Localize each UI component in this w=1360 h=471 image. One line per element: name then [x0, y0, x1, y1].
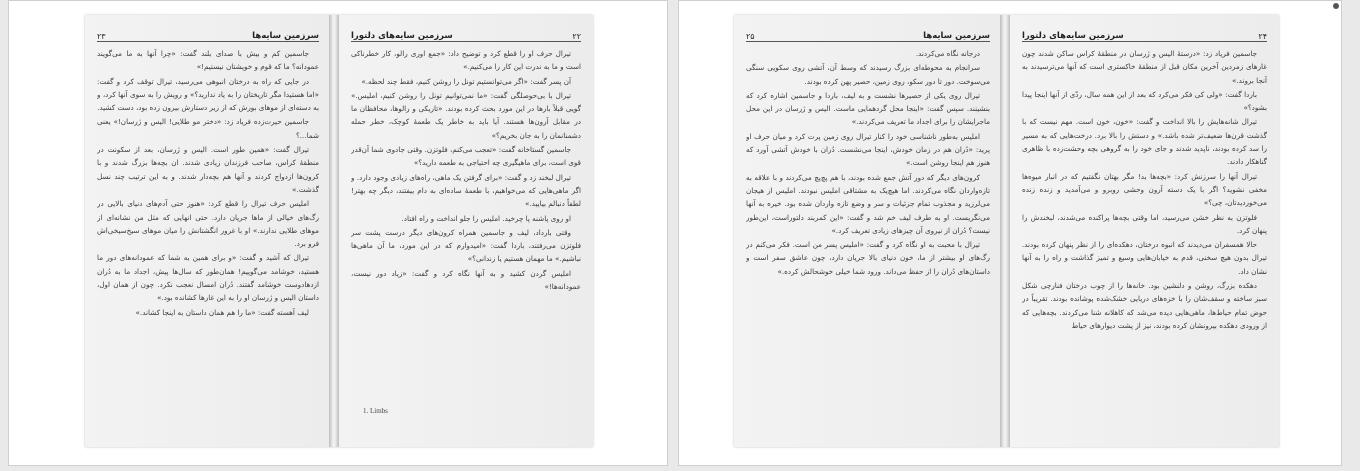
book-page-22 — [339, 15, 593, 447]
page-body-text — [351, 47, 581, 387]
book-spread-left — [85, 15, 593, 447]
paragraph: املیس به‌طور ناشناسی خود را کنار تیرال روی زمین پرت کرد و میان حرف او پرید: «دُران هم در زمان خودش، اینجا می‌نشست. دُران با خودش آتشی آورد که هنوز هم اینجا روشن است.» — [746, 131, 990, 168]
paragraph: جاسمین حیرت‌زده فریاد زد: «دختر مو طلایی! الیس و ژرسان!» یعنی شما...؟ — [97, 117, 319, 140]
paragraph: حالا همسفران می‌دیدند که انبوه درختان، دهکده‌ای را از نظر پنهان کرده بودند. تیرال بدون هیچ سخنی، قدم به خیابان‌هایی وسیع و تمیز گذاشت و راه را به آنها نشان داد. — [1022, 240, 1267, 276]
book-gutter — [1000, 15, 1010, 447]
paragraph: سرانجام به محوطه‌ای بزرگ رسیدند که وسط آن، آتشی روی سکویی سنگی می‌سوخت. دور تا دور سکو، روی زمین، حصیر پهن کرده بودند. — [746, 63, 990, 86]
paragraph: او روی پاشنه پا چرخید. املیس را جلو انداخت و راه افتاد. — [401, 213, 571, 223]
page-header — [1022, 25, 1267, 42]
paragraph: در جایی که راه به درختان انبوهی می‌رسید، تیرال توقف کرد و گفت: «اما هستیدا مگر تاریختان را به یاد ندارید؟» و رویش را به سوی آنها کرد، و به دسته‌ای از موهای بورش که از زیر دستارش بیرون زده بود، دست کشید. — [97, 76, 319, 113]
running-title: سرزمین سایه‌های دلتورا — [351, 31, 453, 41]
paragraph: وقتی بارداد، لیف و جاسمین همراه کرون‌های دیگر درست پشت سر فلوتزن می‌رفتند، باردا گفت: «امیدوارم که در این مورد، ما آن ماهی‌ها نباشیم.» ما مهمان هستیم یا زندانی؟» — [351, 227, 581, 264]
paragraph: تیرال گفت: «همین طور است. الیس و ژرسان، بعد از سکونت در منطقهٔ کراس، صاحب فرزندان زیادی شدند. ان بچه‌ها بزرگ شدند و با کرون‌ها ازدواج کردند و آنها هم بچه‌دار شدند. و به این ترتیب چند نسل گذشت.» — [97, 145, 319, 194]
paragraph: آن پسر گفت: «اگر می‌توانستیم تونل را روشن کنیم، فقط چند لحظه.» — [361, 76, 571, 86]
page-body-text — [97, 47, 319, 435]
page-number: ۲۴ — [1258, 32, 1267, 41]
footnote: 1. Limbs — [363, 407, 388, 415]
running-title: سرزمین سایه‌های دلتورا — [1022, 31, 1124, 41]
book-page-25 — [734, 15, 1002, 447]
paragraph: تیرال حرف او را قطع کرد و توضیح داد: «جمع اوری رالو، کار خطرناکی است و ما به ندرت این کار را می‌کنیم.» — [351, 49, 581, 72]
book-page-24 — [1010, 15, 1279, 447]
paragraph: جاسمین فریاد زد: «درستهٔ الیس و ژرسان در منطقهٔ کراس ساکن شدند چون غارهای زمردین آخرین مکان قبل از منطقهٔ خاکستری است که آنها می‌ترسیدند به آنجا بروند.» — [1022, 49, 1267, 85]
page-body-text — [746, 47, 990, 435]
page-header — [746, 25, 990, 42]
paragraph: کرون‌های دیگر که دور آتش جمع شده بودند، با هم پچ‌پچ می‌کردند و با علاقه به تازه‌واردان نگاه می‌کردند. اما هیچ‌یک به مشتاقی املیس نبودند. املیس از هیجان می‌لرزید و مجذوب تمام جزئیات و سر و وضع تازه واردان شده بود. خیره به آنها می‌نگریست. او به طرف لیف خم شد و گفت: «این کمربند دلتوراست، این‌طور نیست؟ دُران از نیروی آن چیزهای زیادی تعریف کرد.» — [746, 172, 990, 235]
paragraph: دهکده بزرگ، روشن و دلنشین بود. خانه‌ها را از چوب درختان فنارچی شکل سبز ساخته و سقف‌شان را با خزه‌های دریایی خشک‌شده پوشانده بودند. تقریباً در حوض تمام حیاط‌ها، ماهی‌هایی دیده می‌شد که کاهلانه شنا می‌کردند. بچه‌هایی که از ورودی دهکده بیرونشان کرده بودند، نیز از پشت دیوارهای حیاط — [1022, 281, 1267, 330]
paragraph: املیس گردن کشید و به آنها نگاه کرد و گفت: «زیاد دور نیست، عمودانه‌ها!» — [351, 268, 581, 292]
running-title: سرزمین سایه‌ها — [252, 31, 319, 41]
paragraph: تیرال آنها را سرزنش کرد: «بچه‌ها بد! مگر بهتان نگفتیم که در انبار میوه‌ها مخفی نشوید؟ اگر با یک دسته آرون وحشی روبرو و می‌آمدید و زنده زنده می‌خوردیدتان، چی؟» — [1022, 171, 1267, 208]
paragraph: باردا گفت: «ولی کی فکر می‌کرد که بعد از این همه سال، ردّی از آنها اینجا پیدا بشود؟» — [1022, 89, 1267, 113]
paragraph: تیرال با بی‌حوصلگی گفت: «ما نمی‌توانیم تونل را روشن کنیم، املیس.» گویی قبلاً بارها در این مورد بحث کرده بودند. «تاریکی و رالوها، محافظان ما در مقابل آرون‌ها هستند. آیا باید به خاطر یک طعمهٔ کوچک، خطر حمله دشمنانمان را به جان بخریم؟» — [351, 90, 581, 140]
running-title: سرزمین سایه‌ها — [923, 31, 990, 41]
paragraph: لیف آهسته گفت: «ما را هم همان داستان به اینجا کشاند.» — [135, 307, 309, 317]
page-number: ۲۲ — [572, 32, 581, 41]
page-number: ۲۳ — [97, 32, 106, 41]
paragraph: املیس حرف تیرال را قطع کرد: «هنوز حتی آدم‌های دنیای بالایی در رگ‌های خیالی از ماها جریان دارد. حتی انهایی که مثل من نشانه‌ای از موهای طلایی ندارند.» او با غرور انگشتانش را میان موهای سیخ‌سیخی‌اش فرو برد. — [97, 199, 319, 249]
paragraph: فلوتزن به نظر خشن می‌رسید، اما وقتی بچه‌ها پراکنده می‌شدند، لبخندش را پنهان کرد. — [1022, 212, 1267, 235]
paragraph: تیرال با محبت به او نگاه کرد و گفت: «املیس پسر من است. فکر می‌کنم در رگ‌های او بیشتر از ما، خون دنیای بالا جریان دارد، چون عاشق سفر است و داستان‌های دُران را از حفظ می‌داند. ورود شما خیلی خوشحالش کرده.» — [746, 240, 990, 276]
page-header — [351, 25, 581, 42]
paragraph: تیرال روی یکی از حصیرها نشست و به لیف، باردا و جاسمین اشاره کرد که بنشینند. سپس گفت: «اینجا محل گردهمایی ماست. الیس و ژرسان در این محل ماجرایشان را برای اجداد ما تعریف می‌کردند.» — [746, 90, 990, 127]
page-header — [97, 25, 319, 42]
paragraph: تیرال که آشید و گفت: «و برای همین به شما که عمودانه‌های دور ما هستید، خوشامد می‌گوییم! همان‌طور که سال‌ها پیش، اجداد ما به دُران ازدهادوست خوشامد گفتند. دُران امسال نعجب نکرد. چون از همان اول، داستان الیس و ژرسان او را به این غارها کشانده بود.» — [97, 253, 319, 303]
paragraph: تیرال شانه‌هایش را بالا انداخت و گفت: «خون، خون است. مهم نیست که با گذشت قرن‌ها ضعیف‌تر شده باشد.» و دستش را بالا برد. درخت‌هایی که به مسیر را سد کرده بودند، ناپدید شدند و جای خود را به گروهی بچه وحشت‌زده با ظاهری گناهکار دادند. — [1022, 117, 1267, 167]
paragraph: درجانه نگاه می‌کردند. — [915, 49, 980, 58]
paragraph: جاسمین گستاخانه گفت: «تعجب می‌کنم، فلوتزن. وقتی جادوی شما آن‌قدر قوی است، برای ماهیگیری چه احتیاجی به طعمه دارید؟» — [351, 145, 581, 168]
page-body-text — [1022, 47, 1267, 435]
paragraph: جاسمین کم و بیش با صدای بلند گفت: «چرا آنها به ما می‌گویند عمودانه؟ ما که قوم و خویشتان نیستیم!» — [97, 49, 319, 72]
viewer-panel-right[interactable] — [678, 0, 1342, 466]
paragraph: تیرال لبخند زد و گفت: «برای گرفتن یک ماهی، راه‌های زیادی وجود دارد. و اگر ماهی‌هایی که می‌خواهیم، با طعمهٔ ساده‌ای به دام بیفتند، دیگر چه بهتر! لطفاً دنبالم بیایید.» — [351, 172, 581, 209]
scroll-indicator[interactable] — [1333, 3, 1339, 9]
book-gutter — [329, 15, 339, 447]
book-page-23 — [85, 15, 331, 447]
page-number: ۲۵ — [746, 32, 755, 41]
book-spread-right — [734, 15, 1279, 447]
viewer-panel-left[interactable] — [8, 0, 668, 466]
